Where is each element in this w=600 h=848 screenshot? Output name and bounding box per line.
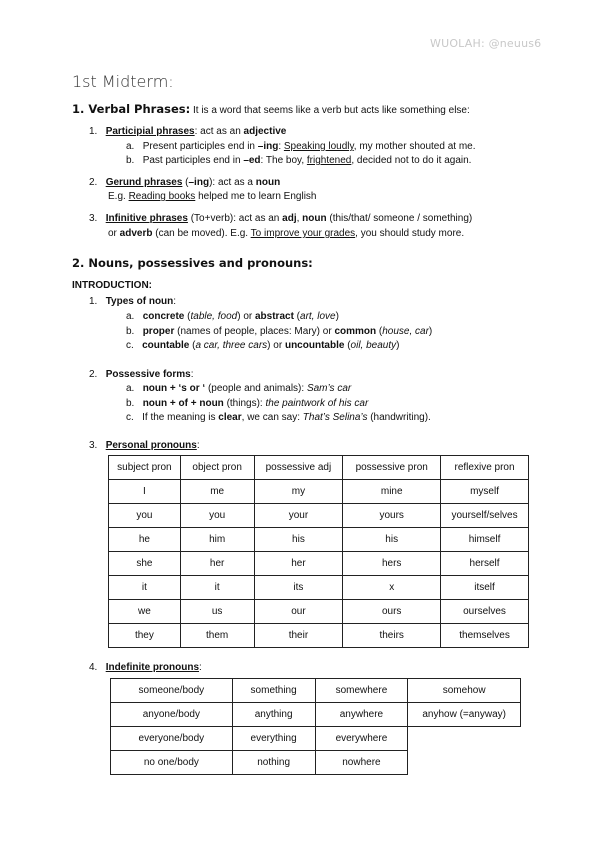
- table-cell: anyone/body: [111, 703, 233, 727]
- table-cell: his: [254, 528, 343, 552]
- table-cell: anywhere: [315, 703, 408, 727]
- list-subitem: b. proper (names of people, places: Mary) or common (house, car): [126, 326, 433, 337]
- section-2-heading: 2. Nouns, possessives and pronouns:: [72, 256, 313, 270]
- list-subitem: a. Present participles end in –ing: Speaking loudly, my mother shouted at me.: [126, 141, 476, 152]
- table-row: [109, 528, 529, 552]
- table-cell: yours: [343, 504, 441, 528]
- table-cell: yourself/selves: [441, 504, 529, 528]
- table-cell: her: [254, 552, 343, 576]
- section-1-heading-line: [72, 102, 470, 116]
- table-cell: himself: [441, 528, 529, 552]
- table-cell: ourselves: [441, 600, 529, 624]
- table-cell: no one/body: [111, 751, 233, 775]
- table-cell: ours: [343, 600, 441, 624]
- table-cell: them: [180, 624, 254, 648]
- table-cell: reflexive pron: [441, 456, 529, 480]
- table-cell: its: [254, 576, 343, 600]
- table-cell: theirs: [343, 624, 441, 648]
- table-cell: everyone/body: [111, 727, 233, 751]
- table-row: [109, 480, 529, 504]
- list-item: 3. Personal pronouns:: [89, 440, 200, 451]
- list-subitem: b. Past participles end in –ed: The boy, frightened, decided not to do it again.: [126, 155, 472, 166]
- table-cell: him: [180, 528, 254, 552]
- table-cell: their: [254, 624, 343, 648]
- list-subitem: a. concrete (table, food) or abstract (art, love): [126, 311, 339, 322]
- list-item: 4. Indefinite pronouns:: [89, 662, 202, 673]
- personal-pronouns-table: [108, 455, 529, 648]
- list-item-continuation: or adverb (can be moved). E.g. To improve your grades, you should study more.: [108, 228, 465, 239]
- list-subitem: b. noun + of + noun (things): the paintwork of his car: [126, 398, 369, 409]
- table-cell: somewhere: [315, 679, 408, 703]
- table-row: [111, 751, 521, 775]
- watermark: WUOLAH: @neuus6: [430, 37, 542, 50]
- section-heading: 1. Verbal Phrases:: [72, 102, 191, 116]
- page-title: 1st Midterm:: [72, 72, 174, 91]
- list-item: 3. Infinitive phrases (To+verb): act as an adj, noun (this/that/ someone / something): [89, 213, 473, 224]
- table-cell: subject pron: [109, 456, 181, 480]
- section-intro: It is a word that seems like a verb but acts like something else:: [190, 105, 470, 116]
- table-cell: someone/body: [111, 679, 233, 703]
- table-cell: he: [109, 528, 181, 552]
- table-row: [109, 576, 529, 600]
- table-cell: possessive pron: [343, 456, 441, 480]
- table-cell: x: [343, 576, 441, 600]
- list-item: 2. Possessive forms:: [89, 369, 194, 380]
- introduction-label: INTRODUCTION:: [72, 280, 152, 291]
- table-cell: your: [254, 504, 343, 528]
- table-cell: it: [180, 576, 254, 600]
- table-cell: her: [180, 552, 254, 576]
- table-cell: [408, 727, 521, 751]
- list-subitem: c. If the meaning is clear, we can say: That’s Selina’s (handwriting).: [126, 412, 431, 423]
- table-cell: possessive adj: [254, 456, 343, 480]
- table-row: [109, 504, 529, 528]
- table-row: [111, 727, 521, 751]
- table-cell: object pron: [180, 456, 254, 480]
- table-cell: anything: [232, 703, 315, 727]
- table-cell: themselves: [441, 624, 529, 648]
- table-cell: his: [343, 528, 441, 552]
- table-cell: our: [254, 600, 343, 624]
- table-cell: you: [109, 504, 181, 528]
- table-row: [109, 552, 529, 576]
- table-cell: she: [109, 552, 181, 576]
- table-row: [111, 679, 521, 703]
- table-cell: hers: [343, 552, 441, 576]
- table-row: [109, 600, 529, 624]
- table-cell: we: [109, 600, 181, 624]
- list-subitem: a. noun + ‘s or ‘ (people and animals): Sam’s car: [126, 383, 352, 394]
- list-item: 2. Gerund phrases (–ing): act as a noun: [89, 177, 281, 188]
- table-cell: they: [109, 624, 181, 648]
- table-cell: [408, 751, 521, 775]
- table-row: [109, 624, 529, 648]
- table-cell: somehow: [408, 679, 521, 703]
- indefinite-pronouns-table: [110, 678, 521, 775]
- table-cell: herself: [441, 552, 529, 576]
- table-row: [111, 703, 521, 727]
- table-cell: myself: [441, 480, 529, 504]
- list-item: 1. Types of noun:: [89, 296, 177, 307]
- table-cell: something: [232, 679, 315, 703]
- list-item: 1. Participial phrases: act as an adjective: [89, 126, 287, 137]
- table-cell: it: [109, 576, 181, 600]
- table-cell: us: [180, 600, 254, 624]
- table-cell: anyhow (=anyway): [408, 703, 521, 727]
- table-cell: mine: [343, 480, 441, 504]
- example-line: E.g. Reading books helped me to learn English: [108, 191, 317, 202]
- table-cell: nowhere: [315, 751, 408, 775]
- list-subitem: c. countable (a car, three cars) or uncountable (oil, beauty): [126, 340, 400, 351]
- table-cell: me: [180, 480, 254, 504]
- table-cell: everything: [232, 727, 315, 751]
- table-header-row: [109, 456, 529, 480]
- table-cell: nothing: [232, 751, 315, 775]
- table-cell: I: [109, 480, 181, 504]
- table-cell: itself: [441, 576, 529, 600]
- table-cell: everywhere: [315, 727, 408, 751]
- table-cell: my: [254, 480, 343, 504]
- table-cell: you: [180, 504, 254, 528]
